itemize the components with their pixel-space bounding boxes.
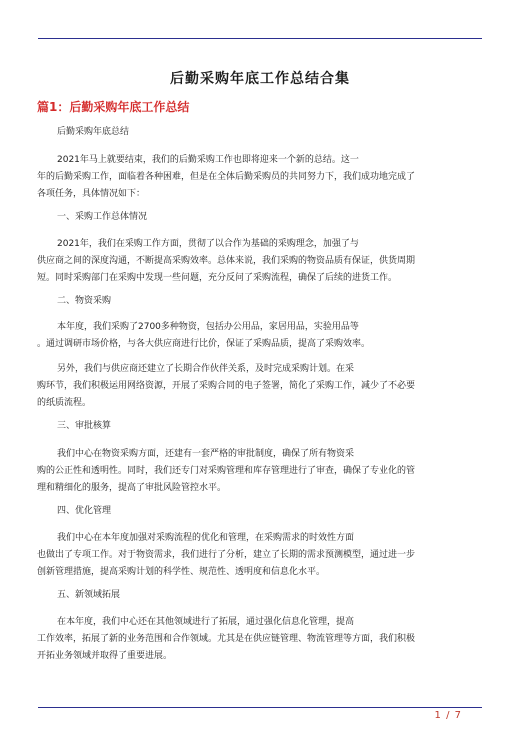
paragraph-line: 的纸质流程。 xyxy=(37,398,92,408)
paragraph-5 xyxy=(37,530,487,581)
subheading-2 xyxy=(37,293,487,310)
paragraph-line: 工作效率，拓展了新的业务范围和合作领域。尤其是在供应链管理、物流管理等方面，我们积极 xyxy=(37,634,416,644)
subheading-4 xyxy=(37,503,487,520)
paragraph-line: 开拓业务领域并取得了重要进展。 xyxy=(37,651,173,661)
paragraph-6 xyxy=(37,614,487,665)
paragraph-line: 购的公正性和透明性。同时，我们还专门对采购管理和库存管理进行了审查，确保了专业化的管 xyxy=(37,466,416,476)
section-heading: 篇1：后勤采购年底工作总结 xyxy=(37,100,190,114)
paragraph-line: 2021年，我们在采购工作方面，贯彻了以合作为基础的采购理念，加强了与 xyxy=(57,239,359,249)
subheading-text: 五、新领域拓展 xyxy=(57,590,121,600)
paragraph-subtitle xyxy=(37,124,487,141)
paragraph-line: 供应商之间的深度沟通，不断提高采购效率。总体来说，我们采购的物资品质有保证，供货周期 xyxy=(37,256,416,266)
subheading-1 xyxy=(37,209,487,226)
page-number: 1 / 7 xyxy=(434,710,462,721)
paragraph-line: 创新管理措施，提高采购计划的科学性、规范性、透明度和信息化水平。 xyxy=(37,567,326,577)
paragraph-4 xyxy=(37,446,487,497)
header-rule xyxy=(38,38,482,39)
paragraph-line: 后勤采购年底总结 xyxy=(57,127,130,137)
document-title: 后勤采购年底工作总结合集 xyxy=(170,71,350,87)
subheading-text: 二、物资采购 xyxy=(57,296,112,306)
paragraph-line: 短。同时采购部门在采购中发现一些问题，充分反问了采购流程，确保了后续的进货工作。 xyxy=(37,273,398,283)
paragraph-line: 理和精细化的服务，提高了审批风险管控水平。 xyxy=(37,483,227,493)
paragraph-intro xyxy=(37,152,487,203)
subheading-5 xyxy=(37,587,487,604)
paragraph-line: 。通过调研市场价格，与各大供应商进行比价，保证了采购品质，提高了采购效率。 xyxy=(37,339,371,349)
footer-rule xyxy=(38,707,482,708)
paragraph-3 xyxy=(37,361,487,412)
paragraph-line: 我们中心在物资采购方面，还建有一套严格的审批制度，确保了所有物资采 xyxy=(57,449,355,459)
paragraph-line: 各项任务，具体情况如下： xyxy=(37,189,146,199)
paragraph-2 xyxy=(37,319,487,353)
subheading-text: 一、采购工作总体情况 xyxy=(57,212,148,222)
paragraph-line: 也做出了专项工作。对于物资需求，我们进行了分析，建立了长期的需求预测模型，通过进一步 xyxy=(37,550,416,560)
paragraph-line: 我们中心在本年度加强对采购流程的优化和管理，在采购需求的时效性方面 xyxy=(57,533,355,543)
paragraph-line: 2021年马上就要结束，我们的后勤采购工作也即将迎来一个新的总结。这一 xyxy=(57,155,359,165)
paragraph-line: 本年度，我们采购了2700多种物资，包括办公用品，家居用品，实验用品等 xyxy=(57,322,359,332)
subheading-text: 三、审批核算 xyxy=(57,421,112,431)
paragraph-line: 年的后勤采购工作，面临着各种困难，但是在全体后勤采购员的共同努力下，我们成功地完成了 xyxy=(37,172,416,182)
paragraph-1 xyxy=(37,236,487,287)
paragraph-line: 另外，我们与供应商还建立了长期合作伙伴关系，及时完成采购计划。在采 xyxy=(57,364,355,374)
subheading-3 xyxy=(37,418,487,435)
paragraph-line: 在本年度，我们中心还在其他领域进行了拓展，通过强化信息化管理，提高 xyxy=(57,617,355,627)
subheading-text: 四、优化管理 xyxy=(57,506,112,516)
paragraph-line: 购环节，我们积极运用网络资源，开展了采购合同的电子签署，简化了采购工作，减少了不必要 xyxy=(37,381,416,391)
